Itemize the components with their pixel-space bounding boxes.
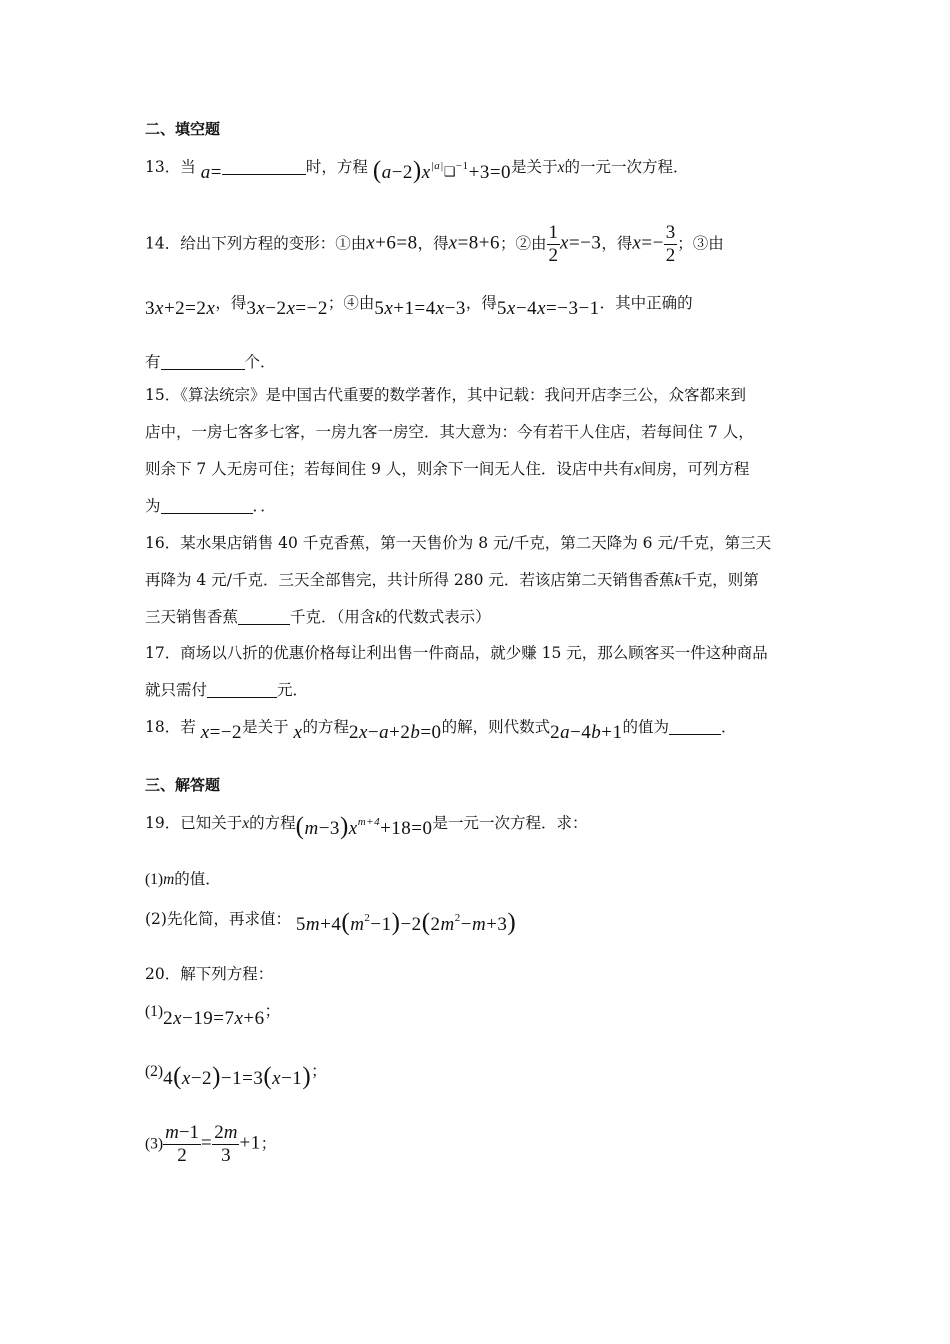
q20-eq-2: 4(x−2)−1=3(x−1) <box>163 1063 312 1090</box>
q17-text-1: 就只需付 <box>145 681 208 699</box>
question-16-line-1: 16．某水果店销售 40 千克香蕉，第一天售价为 8 元/千克，第二天降为 6 元/千克，第三天 <box>145 534 772 552</box>
q16-var-k-2: k <box>375 609 383 626</box>
q16-var-k: k <box>674 572 682 589</box>
q13-answer-blank[interactable] <box>222 158 306 175</box>
q19-var-x: x <box>242 815 250 832</box>
q14-number: 14． <box>145 234 181 253</box>
question-19-part-1: (1)m的值． <box>145 870 221 888</box>
q15-answer-blank[interactable] <box>161 497 253 514</box>
q14-eq-7: 5x+1=4x−3 <box>374 298 466 319</box>
q16-text-5: 的代数式表示） <box>382 608 491 626</box>
question-18 <box>145 716 737 743</box>
q19-number: 19． <box>145 814 181 832</box>
q19-text-3: 是一元一次方程．求： <box>432 814 588 832</box>
question-16-line-3 <box>145 606 491 629</box>
question-20-title: 20．解下列方程： <box>145 965 274 983</box>
section-title-answer: 三、解答题 <box>145 776 221 794</box>
q20-fraction-2: $\frac{2m}{3}$ <box>214 1122 238 1166</box>
q15-var-x: x <box>633 461 641 478</box>
question-15-line-1: 15．《算法统宗》是中国古代重要的数学著作，其中记载：我问开店李三公，众客都来到 <box>145 386 746 404</box>
question-20-part-3: (3) $\frac{m-1}{2}$ = $\frac{2m}{3}$ +1； <box>145 1122 277 1166</box>
q13-text-2: 时，方程 <box>305 158 368 176</box>
question-15-line-3 <box>145 458 749 481</box>
q17-answer-blank[interactable] <box>207 681 277 698</box>
question-14-line-1 <box>145 222 724 267</box>
q19-text-1: 已知关于 <box>180 814 243 832</box>
q18-text-1: 若 <box>180 718 196 736</box>
question-14-line-2 <box>145 292 693 319</box>
q18-text-2: 是关于 <box>242 718 289 736</box>
q19-part-2-label: (2)先化简，再求值： <box>145 910 291 928</box>
q14-text-6: ，得 <box>215 294 247 312</box>
q14-text-3: ；②由 <box>500 234 547 253</box>
q15-text-4: ．． <box>252 497 276 515</box>
q14-text-10: 有 <box>145 353 161 371</box>
q19-text-2: 的方程 <box>249 814 296 832</box>
question-15-line-2: 店中，一房七客多七客，一房九客一房空．其大意为：今有若干人住店，若每间住 7 人， <box>145 423 754 441</box>
q13-number: 13． <box>145 158 181 176</box>
q18-number: 18． <box>145 718 181 736</box>
q18-expr: 2a−4b+1 <box>550 722 623 743</box>
question-16-line-2 <box>145 569 759 592</box>
q14-text-4: ，得 <box>601 234 633 253</box>
question-20-part-2: (2)4(x−2)−1=3(x−1)； <box>145 1063 327 1090</box>
q13-equation: $(a-2)x^{|a|}❑^{-1}+3=0$ <box>372 157 512 184</box>
q15-text-2: 间房，可列方程 <box>640 460 750 478</box>
q14-text-2: ，得 <box>417 234 449 253</box>
q18-text-4: 的解，则代数式 <box>441 718 551 736</box>
q13-text-3: 是关于 <box>511 158 558 176</box>
q14-eq-3: x=−3 <box>560 232 602 254</box>
missing-glyph-icon: ❑ <box>443 165 456 180</box>
q14-text-7: ；④由 <box>327 294 375 312</box>
q19-expression: $5m+4(m^2-1)-2(2m^2-m+3)$ <box>295 909 517 936</box>
q18-answer-blank[interactable] <box>669 718 721 735</box>
q14-eq-1: x+6=8 <box>366 232 418 254</box>
q15-text-1: 则余下 7 人无房可住；若每间住 9 人，则余下一间无人住．设店中共有 <box>145 460 634 478</box>
q14-eq-8: 5x−4x=−3−1 <box>496 298 600 319</box>
q14-fraction-half: $\frac{1}{2}$ <box>548 222 559 266</box>
question-13: 13．当 a= 时，方程 $(a-2)x^{|a|}❑^{-1}+3=0$是关于x的一元一次方程． <box>145 157 689 184</box>
q13-blank-var: a= <box>200 162 222 183</box>
q17-text-2: 元． <box>277 681 309 699</box>
question-17-line-2 <box>145 679 308 701</box>
question-14-line-3 <box>145 351 276 373</box>
question-20-part-1: (1)2x−19=7x+6； <box>145 1003 281 1029</box>
q14-text-11: 个． <box>244 353 276 371</box>
q15-text-3: 为 <box>145 497 161 515</box>
q14-text-5: ；③由 <box>677 234 724 253</box>
q13-text-1: 当 <box>180 158 196 176</box>
q16-text-2: 千克，则第 <box>681 571 759 589</box>
question-19 <box>145 810 588 840</box>
q14-eq-5: 3x+2=2x <box>145 298 216 319</box>
q16-text-3: 三天销售香蕉 <box>145 608 239 626</box>
q16-text-1: 再降为 4 元/千克．三天全部售完，共计所得 280 元．若该店第二天销售香蕉 <box>145 571 675 589</box>
question-15-line-4 <box>145 495 276 517</box>
q16-text-4: 千克．（用含 <box>290 608 376 626</box>
q14-answer-blank[interactable] <box>161 353 245 370</box>
q18-var-x: x <box>293 722 303 743</box>
q18-eq-2: 2x−a+2b=0 <box>348 722 442 743</box>
q16-answer-blank[interactable] <box>238 608 290 625</box>
q14-fraction-three-halves: $\frac{3}{2}$ <box>665 222 676 266</box>
q18-text-5: 的值为 <box>622 718 670 736</box>
question-17-line-1: 17．商场以八折的优惠价格每让利出售一件商品，就少赚 15 元，那么顾客买一件这种商品 <box>145 644 768 662</box>
q19-equation: $(m-3)x^{m+4}+18=0$ <box>295 813 433 840</box>
q18-text-6: ． <box>721 718 737 736</box>
q18-eq-1: x=−2 <box>200 722 243 743</box>
q13-text-4: 的一元一次方程． <box>564 158 689 176</box>
q20-eq-1: 2x−19=7x+6 <box>163 1008 265 1029</box>
q14-eq-2: x=8+6 <box>448 232 501 254</box>
q14-text-1: 给出下列方程的变形：①由 <box>180 234 367 253</box>
q14-text-9: ．其中正确的 <box>599 294 693 312</box>
question-19-part-2 <box>145 906 517 936</box>
q20-fraction-1: $\frac{m-1}{2}$ <box>165 1122 200 1166</box>
section-title-fill-in: 二、填空题 <box>145 120 221 138</box>
q14-eq-6: 3x−2x=−2 <box>246 298 328 319</box>
q14-text-8: ，得 <box>465 294 497 312</box>
q18-text-3: 的方程 <box>302 718 349 736</box>
q14-eq-4: x=− <box>632 232 664 254</box>
